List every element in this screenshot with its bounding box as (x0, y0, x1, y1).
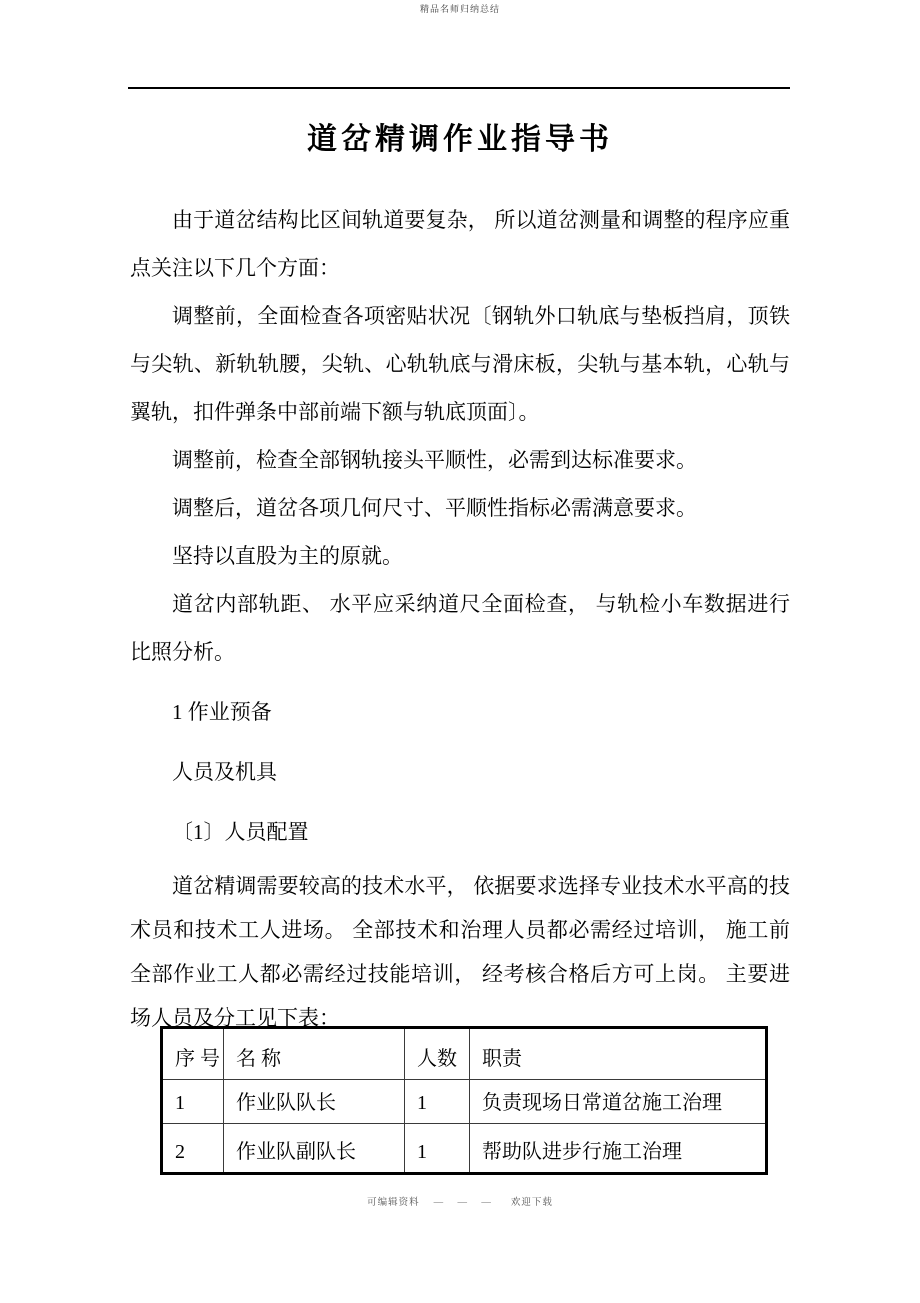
paragraph-intro: 由于道岔结构比区间轨道要复杂， 所以道岔测量和调整的程序应重点关注以下几个方面： (130, 208, 790, 280)
cell-count: 1 (405, 1080, 470, 1124)
header-divider-line (128, 87, 790, 89)
table-header-count: 人数 (405, 1028, 470, 1080)
footer-dashes: — — — (433, 1198, 497, 1208)
footer-download-label: 欢迎下载 (510, 1198, 553, 1208)
document-content (130, 112, 790, 1175)
cell-name: 作业队队长 (224, 1080, 405, 1124)
paragraph-after-adjust: 调整后，道岔各项几何尺寸、平顺性指标必需满意要求。 (172, 496, 697, 520)
document-title: 道岔精调作业指导书 (307, 123, 613, 156)
section-heading-preparation: 1 作业预备 (172, 700, 272, 724)
cell-serial: 2 (162, 1124, 224, 1174)
cell-serial: 1 (162, 1080, 224, 1124)
paragraph-staffing: 道岔精调需要较高的技术水平， 依据要求选择专业技术水平高的技术员和技术工人进场。 全部技术和治理人员都必需经过培训， 施工前全部作业工人都必需经过技能培训， 经考核合格后方可上岗。 主要进场人员及分工见下表： (130, 874, 790, 1030)
table-header-duty: 职责 (470, 1028, 767, 1080)
subheading-personnel-machinery: 人员及机具 (172, 760, 277, 784)
footer-editable-label: 可编辑资料 (367, 1198, 420, 1208)
paragraph-check-contact: 调整前，全面检查各项密贴状况〔钢轨外口轨底与垫板挡肩，顶铁与尖轨、新轨轨腰，尖轨、心轨轨底与滑床板，尖轨与基本轨，心轨与翼轨，扣件弹条中部前端下额与轨底顶面〕。 (130, 304, 790, 424)
personnel-table (160, 1026, 768, 1175)
item-heading-personnel-config: 〔1〕人员配置 (172, 820, 309, 844)
paragraph-check-joints: 调整前，检查全部钢轨接头平顺性，必需到达标准要求。 (172, 448, 697, 472)
cell-name: 作业队副队长 (224, 1124, 405, 1174)
table-header-serial: 序 号 (162, 1028, 224, 1080)
table-row (162, 1080, 767, 1124)
header-watermark: 精品名师归纳总结 (419, 4, 500, 14)
paragraph-gauge-check: 道岔内部轨距、 水平应采纳道尺全面检查， 与轨检小车数据进行比照分析。 (130, 592, 790, 664)
table-header-name: 名 称 (224, 1028, 405, 1080)
paragraph-principle: 坚持以直股为主的原就。 (172, 544, 403, 568)
page-footer (0, 1194, 920, 1208)
cell-duty: 帮助队进步行施工治理 (470, 1124, 767, 1174)
cell-duty: 负责现场日常道岔施工治理 (470, 1080, 767, 1124)
cell-count: 1 (405, 1124, 470, 1174)
table-row (162, 1124, 767, 1174)
